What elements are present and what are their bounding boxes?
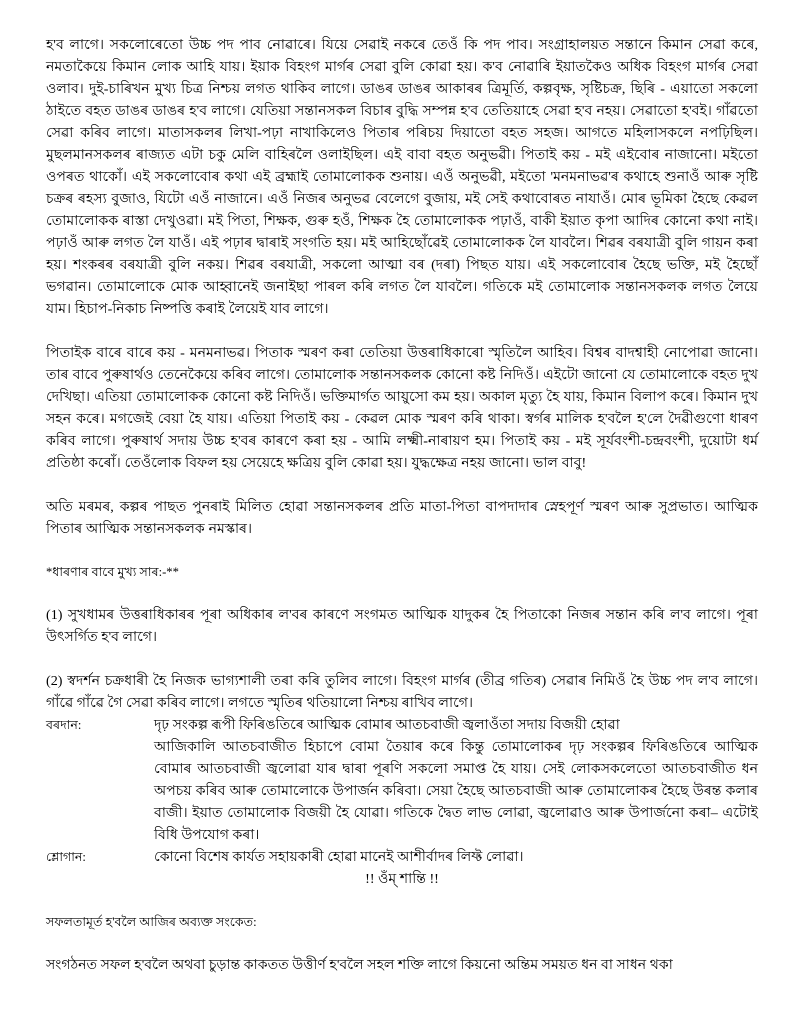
paragraph-spacer: [46, 320, 758, 342]
paragraph-spacer: [46, 932, 758, 954]
paragraph-spacer: [46, 648, 758, 670]
blessing-label: বৰদান:: [46, 718, 82, 732]
paragraph-1: হ'ব লাগে। সকলোৰেতো উচ্চ পদ পাব নোৱাৰে। যিয়ে সেৱাই নকৰে তেওঁ কি পদ পাব। সংগ্ৰাহালয়ত সন্তানে কিমান সেৱা কৰে, নমতাকৈয়ে কিমান লোক আহি যায়। ইয়াক বিহংগ মাৰ্গৰ সেৱা বুলি কোৱা হয়। ক'ব নোৱাৰি ইয়াতকৈও অধিক বিহংগ মাৰ্গৰ সেৱা ওলাব। দুই-চাৰিখন মুখ্য চিত্ৰ নিশ্চয় লগত থাকিব লাগে। ডাঙৰ ডাঙৰ আকাৰৰ ত্ৰিমূৰ্তি, কল্পবৃক্ষ, সৃষ্টিচক্ৰ, ছিৰি - এয়াতো সকলো ঠাইতে বহত ডাঙৰ ডাঙৰ হ'ব লাগে। যেতিয়া সন্তানসকল বিচাৰ বুদ্ধি সম্পন্ন হ'ব তেতিয়াহে সেৱা হ'ব নহয়। সেৱাতো হ'বই। গাঁৱতো সেৱা কৰিব লাগে। মাতাসকলৰ লিখা-পঢ়া নাখাকিলেও পিতাৰ পৰিচয় দিয়াতো বহত সহজ। আগতে মহিলাসকলে নপঢ়িছিল। মুছলমানসকলৰ ৰাজ্যত এটা চকু মেলি বাহিৰলৈ ওলাইছিল। এই বাবা বহত অনুভৱী। পিতাই কয় - মই এইবোৰ নাজানো। মইতো ওপৰত থাকোঁ। এই সকলোবোৰ কথা এই ব্ৰহ্মাই তোমালোকক শুনায়। এওঁ অনুভৱী, মইতো 'মনমনাভৱ'ৰ কথাহে শুনাওঁ আৰু সৃষ্টি চক্ৰৰ ৰহস্য বুজাও, যিটো এওঁ নাজানে। এওঁ নিজৰ অনুভৱ বেলেগে বুজায়, মই সেই কথাবোৰত নাযাওঁ। মোৰ ভূমিকা হৈছে কেৱল তোমালোকক ৰাস্তা দেখুওৱা। মই পিতা, শিক্ষক, গুৰু হওঁ, শিক্ষক হৈ তোমালোকক পঢ়াওঁ, বাকী ইয়াত কৃপা আদিৰ কোনো কথা নাই। পঢ়াওঁ আৰু লগত লৈ যাওঁ। এই পঢ়াৰ দ্বাৰাই সংগতি হয়। মই আহিছোঁৱেই তোমালোকক লৈ যাবলৈ। শিৱৰ বৰযাত্ৰী বুলি গায়ন কৰা হয়। শংকৰৰ বৰযাত্ৰী বুলি নকয়। শিৱৰ বৰযাত্ৰী, সকলো আত্মা বৰ (দৰা) পিছত যায়। এই সকলোবোৰ হৈছে ভক্তি, মই হৈছোঁ ভগৱান। তোমালোকে মোক আহ্বানেই জনাইছা পাৰল কৰি লগত লৈ যাবলৈ। গতিকে মই তোমালোক সন্তানসকলক লগত লৈয়ে যাম। হিচাপ-নিকাচ নিষ্পত্তি কৰাই লৈয়েই যাব লাগে।: [46, 37, 758, 317]
paragraph-spacer: [46, 890, 758, 912]
blessing-row: [46, 714, 758, 846]
slogan-row: [46, 846, 758, 868]
paragraph-spacer: [46, 474, 758, 496]
paragraph-3: অতি মৰমৰ, কল্পৰ পাছত পুনৰাই মিলিত হোৱা সন্তানসকলৰ প্ৰতি মাতা-পিতা বাপদাদাৰ স্নেহপূৰ্ণ স্মৰণ আৰু সুপ্ৰভাত। আত্মিক পিতাৰ আত্মিক সন্তানসকলক নমস্কাৰ।: [46, 499, 758, 537]
paragraph-spacer: [46, 582, 758, 604]
numbered-point-1: (1) সুখধামৰ উত্তৰাধিকাৰৰ পূৰা অধিকাৰ ল'বৰ কাৰণে সংগমত আত্মিক যাদুকৰ হৈ পিতাকো নিজৰ সন্তান কৰি ল'ব লাগে। পূৰা উৎসৰ্গিত হ'ব লাগে।: [46, 607, 758, 645]
main-essence-heading: *ধাৰণাৰ বাবে মুখ্য সাৰ:-**: [46, 565, 179, 579]
paragraph-2: পিতাইক বাৰে বাৰে কয় - মনমনাভৱ। পিতাক স্মৰণ কৰা তেতিয়া উত্তৰাধিকাৰো স্মৃতিলৈ আহিব। বিশ্বৰ বাদশ্বাহী নোপোৱা জানো। তাৰ বাবে পুৰুষাৰ্থও তেনেকৈয়ে কৰিব লাগে। তোমালোক সন্তানসকলক কোনো কষ্ট নিদিওঁ। এইটো জানো যে তোমালোকে বহত দুখ দেখিছা। এতিয়া তোমালোকক কোনো কষ্ট নিদিওঁ। ভক্তিমাৰ্গত আয়ুসো কম হয়। অকাল মৃত্যু হৈ যায়, কিমান বিলাপ কৰে। কিমান দুখ সহন কৰে। মগজেই বেয়া হৈ যায়। এতিয়া পিতাই কয় - কেৱল মোক স্মৰণ কৰি থাকা। স্বৰ্গৰ মালিক হ'বলৈ হ'লে দৈৱীগুণো ধাৰণ কৰিব লাগে। পুৰুষাৰ্থ সদায় উচ্চ হ'বৰ কাৰণে কৰা হয় - আমি লক্ষ্মী-নাৰায়ণ হম। পিতাই কয় - মই সূৰ্যবংশী-চন্দ্ৰবংশী, দুয়োটা ধৰ্ম প্ৰতিষ্ঠা কৰোঁ। তেওঁলোক বিফল হয় সেয়েহে ক্ষত্ৰিয় বুলি কোৱা হয়। যুদ্ধক্ষেত্ৰ নহয় জানো। ভাল বাবু!: [46, 345, 758, 471]
paragraph-spacer: [46, 540, 758, 562]
blessing-body: আজিকালি আতচবাজীত হিচাপে বোমা তৈয়াৰ কৰে কিন্তু তোমালোকৰ দৃঢ় সংকল্পৰ ফিৰিঙতিৰে আত্মিক বোমাৰ আতচবাজী জ্বলোৱা যাৰ দ্বাৰা পূৰণি সকলো সমাপ্ত হৈ যায়। সেই লোকসকলেতো আতচবাজীত ধন অপচয় কৰিব আৰু তোমালোকে উপাৰ্জন কৰিবা। সেয়া হৈছে আতচবাজী আৰু তোমালোকৰ হৈছে উৰন্ত কলাৰ বাজী। ইয়াত তোমালোক বিজয়ী হৈ যোৱা। গতিকে দ্বৈত লাভ লোৱা, জ্বলোৱাও আৰু উপাৰ্জনো কৰা– এটোই বিধি উপযোগ কৰা।: [154, 739, 758, 843]
closing-heading: সফলতামূৰ্ত হ'বলৈ আজিৰ অব্যক্ত সংকেত:: [46, 915, 257, 929]
slogan-content: [154, 846, 758, 868]
closing-text: সংগঠনত সফল হ'বলৈ অথবা চুড়ান্ত কাকতত উত্তীৰ্ণ হ'বলৈ সহল শক্তি লাগে কিয়নো অন্তিম সময়ত ধন বা সাধন থকা: [46, 957, 673, 973]
slogan-label: শ্লোগান:: [46, 850, 86, 864]
blessing-content: [154, 714, 758, 846]
document-body: [46, 34, 758, 976]
blessing-first-line: দৃঢ় সংকল্প ৰূপী ফিৰিঙতিৰে আত্মিক বোমাৰ আতচবাজী জ্বলাওঁতা সদায় বিজয়ী হোৱা: [154, 717, 620, 733]
slogan-text: কোনো বিশেষ কাৰ্যত সহায়কাৰী হোৱা মানেই আশীৰ্বাদৰ লিফ্ট লোৱা।: [154, 849, 524, 865]
om-shanti-mantra: !! ওঁম্ শান্তি !!: [365, 871, 439, 887]
numbered-point-2: (2) স্বদৰ্শন চক্ৰধাৰী হৈ নিজক ভাগ্যশালী তৰা কৰি তুলিব লাগে। বিহংগ মাৰ্গৰ (তীব্ৰ গতিৰ) সেৱাৰ নিমিওঁ হৈ উচ্চ পদ ল'ব লাগে। গাঁৱে গাঁৱে গৈ সেৱা কৰিব লাগে। লগতে স্মৃতিৰ থতিয়ালো নিশ্চয় ৰাখিব লাগে।: [46, 673, 758, 711]
